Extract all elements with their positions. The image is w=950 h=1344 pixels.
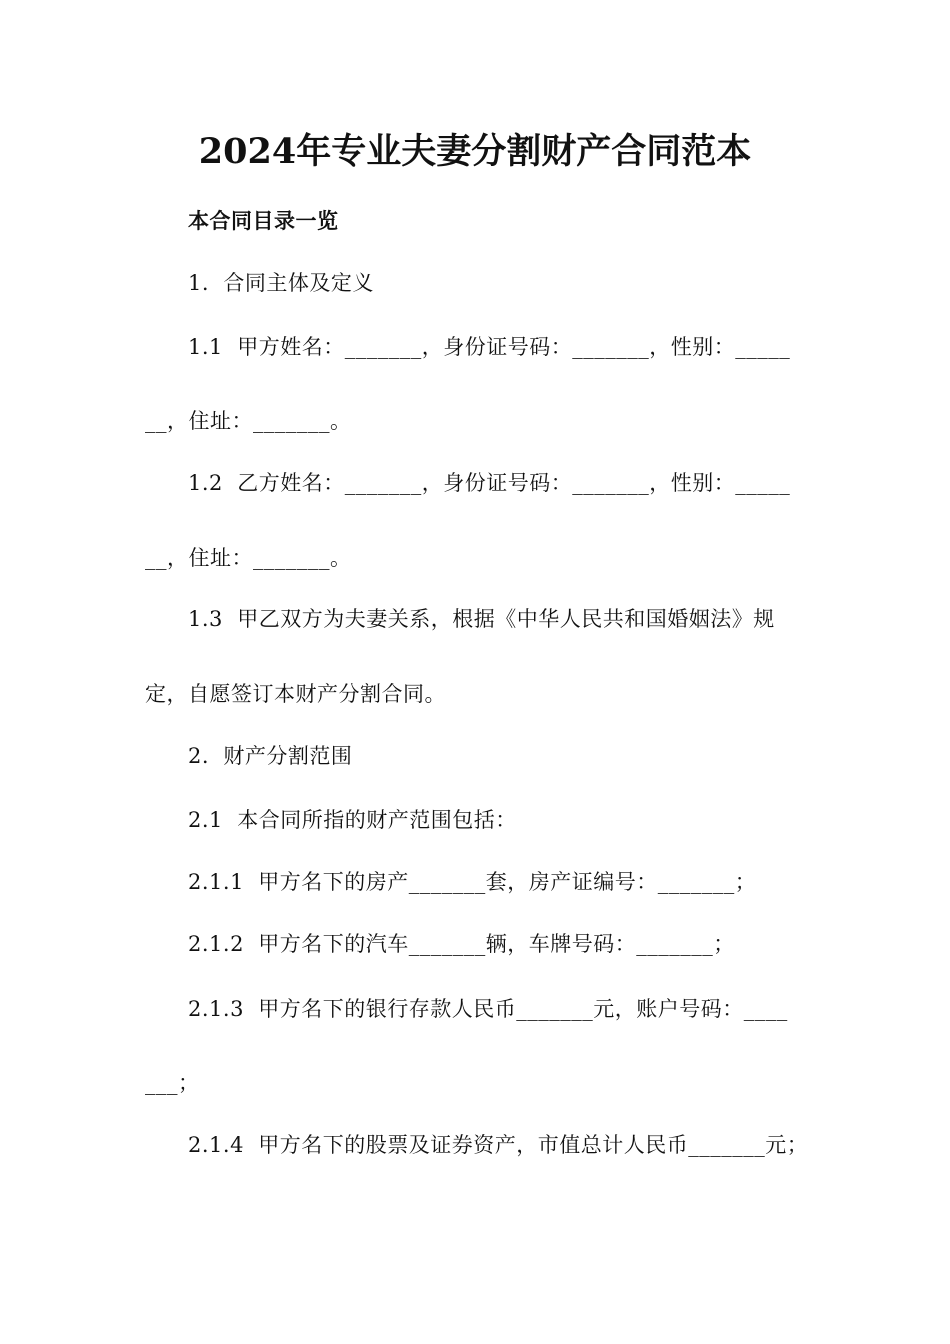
clause-line: 2.1.2 甲方名下的汽车_______辆，车牌号码：_______； — [188, 932, 735, 956]
document-title: 2024年专业夫妻分割财产合同范本 — [198, 131, 752, 172]
clause-line: 1.2 乙方姓名：_______，身份证号码：_______，性别：_____ — [188, 471, 791, 495]
section-heading: 2. 财产分割范围 — [188, 744, 353, 768]
clause-line: 1.3 甲乙双方为夫妻关系，根据《中华人民共和国婚姻法》规 — [188, 607, 775, 631]
clause-line: 2.1.4 甲方名下的股票及证券资产，市值总计人民币_______元； — [188, 1133, 809, 1157]
section-heading: 1. 合同主体及定义 — [188, 271, 374, 295]
clause-continuation: ___； — [145, 1071, 200, 1095]
toc-heading: 本合同目录一览 — [188, 208, 339, 233]
clause-line: 1.1 甲方姓名：_______，身份证号码：_______，性别：_____ — [188, 335, 791, 359]
clause-line: 2.1.3 甲方名下的银行存款人民币_______元，账户号码：____ — [188, 997, 788, 1021]
clause-line: 2.1.1 甲方名下的房产_______套，房产证编号：_______； — [188, 870, 757, 894]
clause-continuation: 定，自愿签订本财产分割合同。 — [145, 682, 446, 706]
clause-continuation: __，住址：_______。 — [145, 409, 352, 433]
clause-line: 2.1 本合同所指的财产范围包括： — [188, 808, 517, 832]
clause-continuation: __，住址：_______。 — [145, 546, 352, 570]
